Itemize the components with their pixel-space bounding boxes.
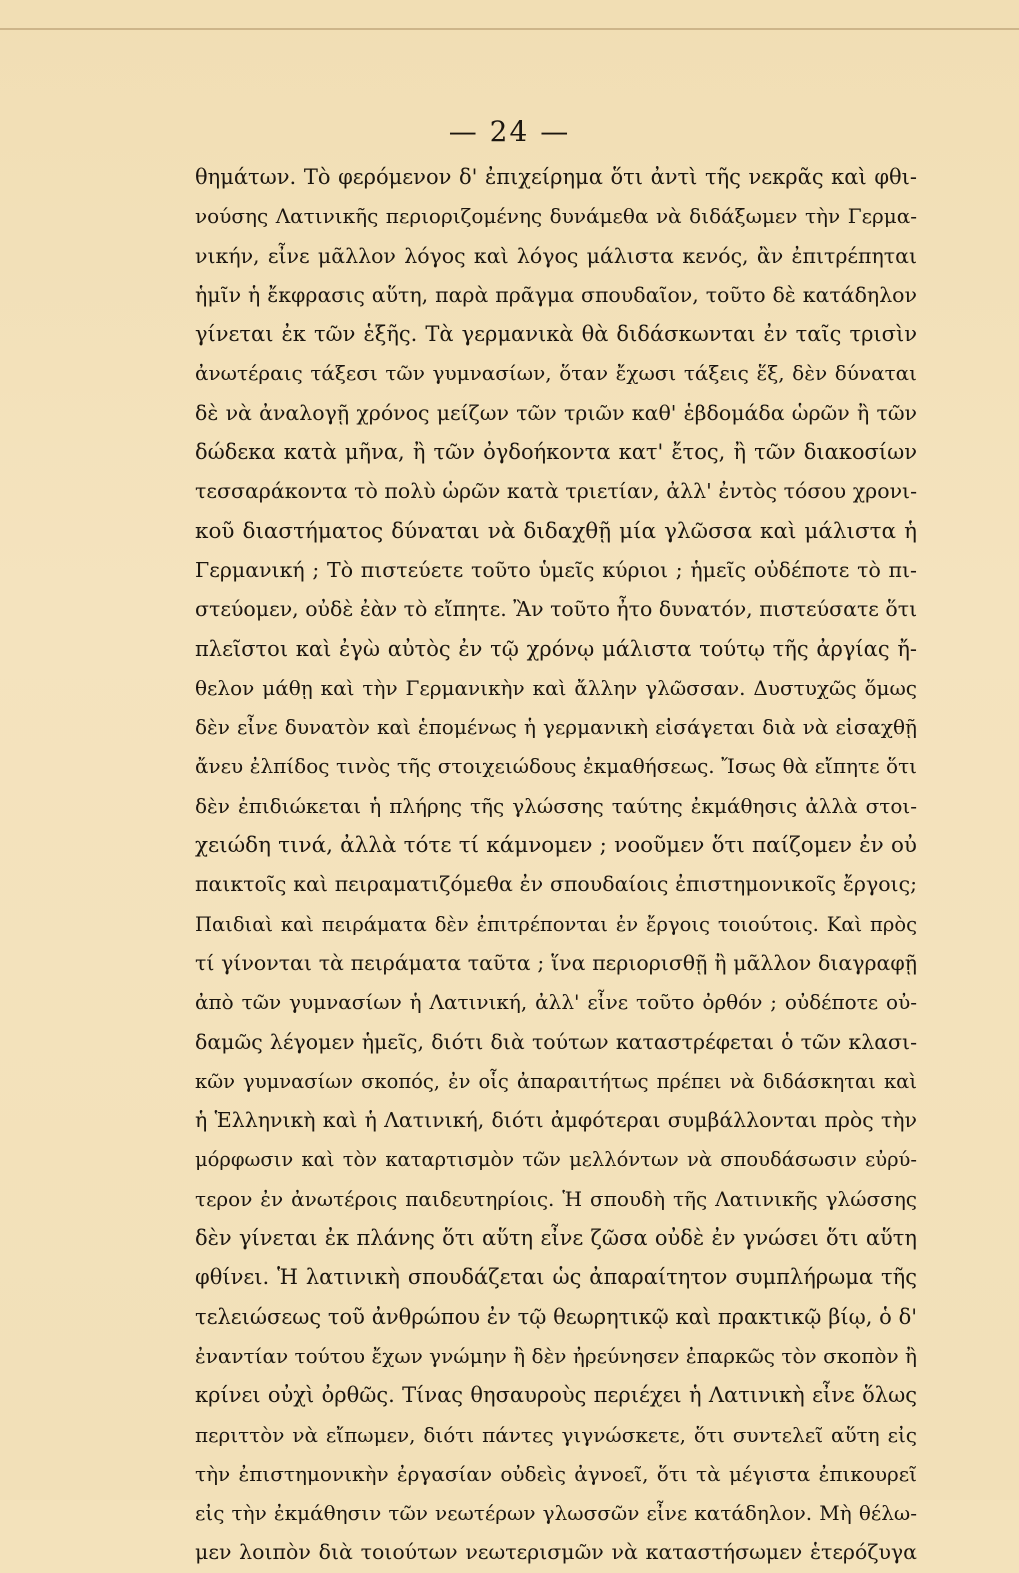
- text-line-30: τελειώσεως τοῦ ἀνθρώπου ἐν τῷ θεωρητικῷ καὶ πρακτικῷ βίῳ, ὁ δ': [195, 1304, 917, 1329]
- text-line-33: περιττὸν νὰ εἴπωμεν, διότι πάντες γιγνώσκετε, ὅτι συντελεῖ αὕτη εἰς: [195, 1422, 917, 1447]
- text-line-23: δαμῶς λέγομεν ἡμεῖς, διότι διὰ τούτων καταστρέφεται ὁ τῶν κλασι-: [195, 1029, 917, 1054]
- text-line-29: φθίνει. Ἡ λατινικὴ σπουδάζεται ὡς ἀπαραίτητον συμπλήρωμα τῆς: [195, 1265, 917, 1290]
- text-line-22: ἀπὸ τῶν γυμνασίων ἡ Λατινική, ἀλλ' εἶνε τοῦτο ὀρθόν ; οὐδέποτε οὐ-: [195, 990, 917, 1015]
- text-line-11: Γερμανική ; Τὸ πιστεύετε τοῦτο ὑμεῖς κύριοι ; ἡμεῖς οὐδέποτε τὸ πι-: [195, 557, 917, 582]
- text-line-28: δὲν γίνεται ἐκ πλάνης ὅτι αὕτη εἶνε ζῶσα οὐδὲ ἐν γνώσει ὅτι αὕτη: [195, 1226, 917, 1251]
- text-line-14: θελον μάθῃ καὶ τὴν Γερμανικὴν καὶ ἄλλην γλῶσσαν. Δυστυχῶς ὅμως: [195, 675, 917, 700]
- text-line-25: ἡ Ἑλληνικὴ καὶ ἡ Λατινική, διότι ἀμφότεραι συμβάλλονται πρὸς τὴν: [195, 1108, 917, 1133]
- text-line-15: δὲν εἶνε δυνατὸν καὶ ἑπομένως ἡ γερμανικὴ εἰσάγεται διὰ νὰ εἰσαχθῇ: [195, 715, 917, 740]
- text-line-3: νικήν, εἶνε μᾶλλον λόγος καὶ λόγος μάλιστα κενός, ἂν ἐπιτρέπηται: [195, 243, 917, 268]
- text-line-27: τερον ἐν ἀνωτέροις παιδευτηρίοις. Ἡ σπουδὴ τῆς Λατινικῆς γλώσσης: [195, 1186, 917, 1211]
- text-line-31: ἐναντίαν τούτου ἔχων γνώμην ἢ δὲν ἠρεύνησεν ἐπαρκῶς τὸν σκοπὸν ἢ: [195, 1343, 917, 1368]
- text-line-35: εἰς τὴν ἐκμάθησιν τῶν νεωτέρων γλωσσῶν εἶνε κατάδηλον. Μὴ θέλω-: [195, 1501, 917, 1526]
- text-line-26: μόρφωσιν καὶ τὸν καταρτισμὸν τῶν μελλόντων νὰ σπουδάσωσιν εὐρύ-: [195, 1148, 917, 1172]
- text-line-16: ἄνευ ἐλπίδος τινὸς τῆς στοιχειώδους ἐκμαθήσεως. Ἴσως θὰ εἴπητε ὅτι: [195, 754, 917, 779]
- text-line-24: κῶν γυμνασίων σκοπός, ἐν οἷς ἀπαραιτήτως πρέπει νὰ διδάσκηται καὶ: [195, 1069, 917, 1093]
- text-line-1: θημάτων. Τὸ φερόμενον δ' ἐπιχείρημα ὅτι ἀντὶ τῆς νεκρᾶς καὶ φθι-: [195, 165, 917, 189]
- body-text: [195, 158, 917, 1573]
- page-number: — 24 —: [448, 115, 571, 148]
- text-line-9: τεσσαράκοντα τὸ πολὺ ὡρῶν κατὰ τριετίαν, ἀλλ' ἐντὸς τόσου χρονι-: [195, 479, 917, 504]
- text-line-20: Παιδιαὶ καὶ πειράματα δὲν ἐπιτρέπονται ἐν ἔργοις τοιούτοις. Καὶ πρὸς: [195, 912, 917, 936]
- text-line-12: στεύομεν, οὐδὲ ἐὰν τὸ εἴπητε. Ἂν τοῦτο ἦτο δυνατόν, πιστεύσατε ὅτι: [195, 597, 917, 622]
- text-line-8: δώδεκα κατὰ μῆνα, ἢ τῶν ὀγδοήκοντα κατ' ἔτος, ἢ τῶν διακοσίων: [195, 440, 917, 465]
- text-line-5: γίνεται ἐκ τῶν ἑξῆς. Τὰ γερμανικὰ θὰ διδάσκωνται ἐν ταῖς τρισὶν: [195, 322, 917, 347]
- text-line-7: δὲ νὰ ἀναλογῇ χρόνος μείζων τῶν τριῶν καθ' ἑβδομάδα ὡρῶν ἢ τῶν: [195, 400, 917, 425]
- text-line-13: πλεῖστοι καὶ ἐγὼ αὐτὸς ἐν τῷ χρόνῳ μάλιστα τούτῳ τῆς ἀργίας ἤ-: [195, 636, 917, 661]
- text-line-32: κρίνει οὐχὶ ὀρθῶς. Τίνας θησαυροὺς περιέχει ἡ Λατινικὴ εἶνε ὅλως: [195, 1383, 917, 1408]
- text-line-36: μεν λοιπὸν διὰ τοιούτων νεωτερισμῶν νὰ καταστήσωμεν ἑτερόζυγα: [195, 1540, 917, 1565]
- text-line-10: κοῦ διαστήματος δύναται νὰ διδαχθῇ μία γλῶσσα καὶ μάλιστα ἡ: [195, 518, 917, 544]
- page-top-edge: [0, 28, 1019, 30]
- text-line-34: τὴν ἐπιστημονικὴν ἐργασίαν οὐδεὶς ἀγνοεῖ, ὅτι τὰ μέγιστα ἐπικουρεῖ: [195, 1461, 917, 1486]
- text-line-19: παικτοῖς καὶ πειραματιζόμεθα ἐν σπουδαίοις ἐπιστημονικοῖς ἔργοις;: [195, 872, 917, 897]
- text-line-4: ἡμῖν ἡ ἔκφρασις αὕτη, παρὰ πρᾶγμα σπουδαῖον, τοῦτο δὲ κατάδηλον: [195, 282, 917, 307]
- text-line-2: νούσης Λατινικῆς περιοριζομένης δυνάμεθα νὰ διδάξωμεν τὴν Γερμα-: [195, 204, 917, 229]
- text-line-18: χειώδη τινά, ἀλλὰ τότε τί κάμνομεν ; νοοῦμεν ὅτι παίζομεν ἐν οὐ: [195, 833, 917, 859]
- text-line-17: δὲν ἐπιδιώκεται ἡ πλήρης τῆς γλώσσης ταύτης ἐκμάθησις ἀλλὰ στοι-: [195, 793, 917, 818]
- text-line-6: ἀνωτέραις τάξεσι τῶν γυμνασίων, ὅταν ἔχωσι τάξεις ἕξ, δὲν δύναται: [195, 361, 917, 386]
- text-line-21: τί γίνονται τὰ πειράματα ταῦτα ; ἵνα περιορισθῇ ἢ μᾶλλον διαγραφῇ: [195, 950, 917, 975]
